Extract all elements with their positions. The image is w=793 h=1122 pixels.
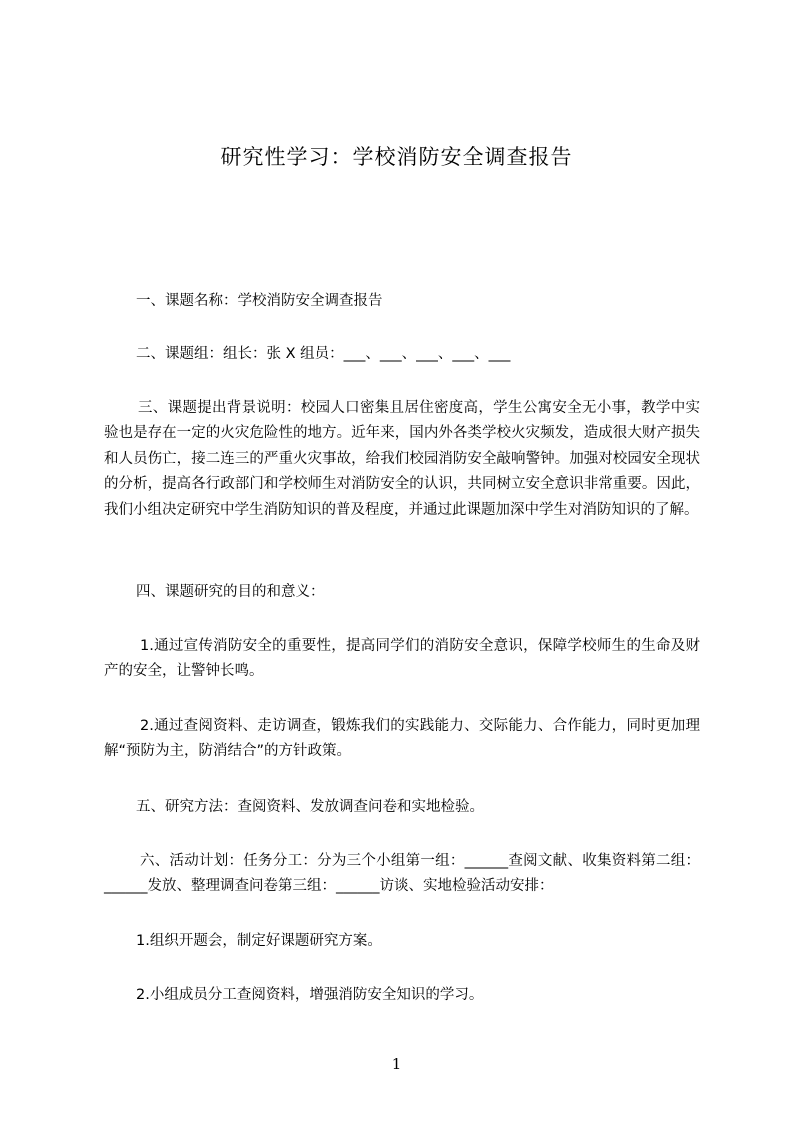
paragraph-plan-step-1: 1.组织开题会，制定好课题研究方案。 xyxy=(136,933,382,949)
paragraph-background: 三、课题提出背景说明：校园人口密集且居住密度高，学生公寓安全无小事，教学中实验也是存在一定的火灾危险性的地方。近年来，国内外各类学校火灾频发，造成很大财产损失和人员伤亡，接二连三的严重火灾事故，给我们校园消防安全敲响警钟。加强对校园安全现状的分析，提高各行政部门和学校师生对消防安全的认识，共同树立安全意识非常重要。因此，我们小组决定研究中学生消防知识的普及程度，并通过此课题加深中学生对消防知识的了解。 xyxy=(104,400,700,518)
paragraph-topic-name: 一、课题名称：学校消防安全调查报告 xyxy=(136,293,383,309)
paragraph-purpose-item-1: 1.通过宣传消防安全的重要性，提高同学们的消防安全意识，保障学校师生的生命及财产的安全，让警钟长鸣。 xyxy=(104,638,700,680)
document-title: 研究性学习：学校消防安全调查报告 xyxy=(220,145,573,169)
paragraph-plan-step-2: 2.小组成员分工查阅资料，增强消防安全知识的学习。 xyxy=(136,987,484,1003)
paragraph-purpose-item-2: 2.通过查阅资料、走访调查，锻炼我们的实践能力、交际能力、合作能力，同时更加理解“预防为主，防消结合”的方针政策。 xyxy=(104,718,700,760)
paragraph-research-method: 五、研究方法：查阅资料、发放调查问卷和实地检验。 xyxy=(136,799,484,815)
page-number: 1 xyxy=(391,1055,402,1073)
paragraph-activity-plan: 六、活动计划：任务分工：分为三个小组第一组：______查阅文献、收集资料第二组：______发放、整理调查问卷第三组：______访谈、实地检验活动安排： xyxy=(104,853,700,895)
paragraph-group-members: 二、课题组：组长：张 X 组员：___、___、___、___、___ xyxy=(136,346,511,362)
paragraph-purpose-heading: 四、课题研究的目的和意义： xyxy=(136,584,325,600)
